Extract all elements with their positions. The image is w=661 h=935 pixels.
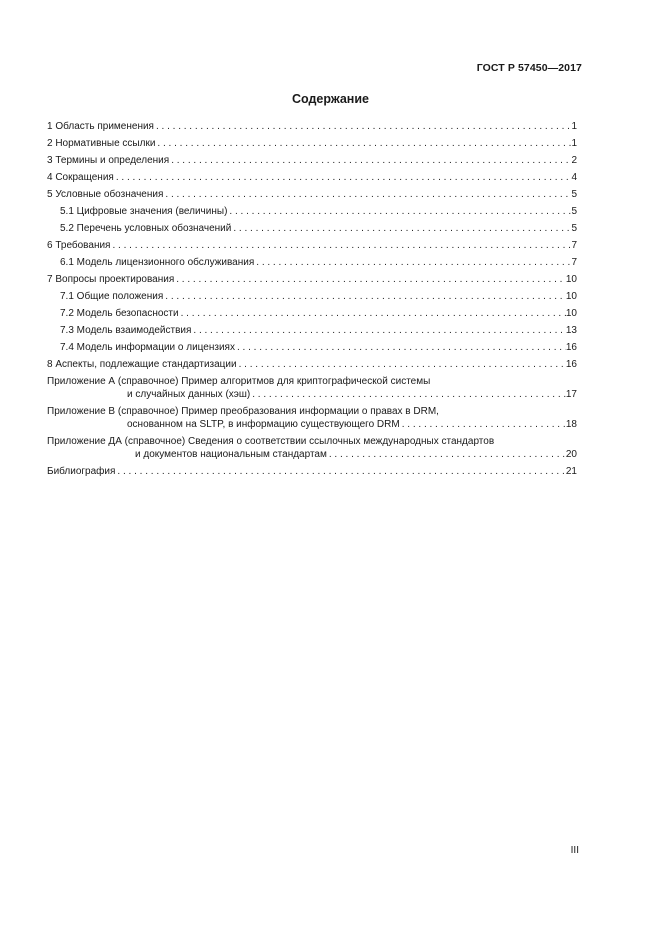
- dot-leader: [250, 388, 566, 401]
- toc-entry-text-line2: и документов национальным стандартам: [135, 449, 327, 460]
- toc-entry-text: 7.3 Модель взаимодействия: [60, 325, 192, 336]
- toc-subentry[interactable]: [47, 290, 577, 303]
- toc-entry[interactable]: [47, 273, 577, 286]
- toc-entry-page: 7: [571, 240, 577, 251]
- page-number: III: [570, 845, 579, 856]
- toc-entry-text-line1: Приложение ДА (справочное) Сведения о соответствии ссылочных международных стандартов: [47, 436, 495, 447]
- toc-entry[interactable]: [47, 120, 577, 133]
- dot-leader: [400, 418, 566, 431]
- table-of-contents: [47, 120, 577, 482]
- toc-entry-text: 2 Нормативные ссылки: [47, 138, 156, 149]
- toc-entry[interactable]: [47, 358, 577, 371]
- toc-entry-page: 16: [565, 342, 577, 353]
- dot-leader: [169, 154, 571, 167]
- dot-leader: [327, 448, 566, 461]
- dot-leader: [174, 273, 566, 286]
- dot-leader: [163, 290, 566, 303]
- toc-entry-text: 7 Вопросы проектирования: [47, 274, 175, 285]
- dot-leader: [115, 465, 565, 478]
- toc-entry-text: 7.2 Модель безопасности: [60, 308, 179, 319]
- toc-subentry[interactable]: [47, 256, 577, 269]
- toc-entry-text: 6.1 Модель лицензионного обслуживания: [60, 257, 255, 268]
- toc-entry-page: 2: [571, 155, 577, 166]
- dot-leader: [114, 171, 572, 184]
- toc-entry-page: 7: [571, 257, 577, 268]
- toc-entry[interactable]: [47, 171, 577, 184]
- toc-entry-text-line2: и случайных данных (хэш): [127, 389, 251, 400]
- toc-entry[interactable]: [47, 154, 577, 167]
- dot-leader: [254, 256, 571, 269]
- dot-leader: [163, 188, 571, 201]
- toc-subentry[interactable]: [47, 324, 577, 337]
- toc-entry-text-line1: Приложение В (справочное) Пример преобразования информации о правах в DRM,: [47, 406, 439, 417]
- toc-subentry[interactable]: [47, 341, 577, 354]
- toc-entry-text: 4 Сокращения: [47, 172, 114, 183]
- toc-entry-page: 16: [565, 359, 577, 370]
- toc-entry-page: 13: [565, 325, 577, 336]
- toc-entry[interactable]: [47, 465, 577, 478]
- dot-leader: [154, 120, 571, 133]
- toc-appendix-entry[interactable]: [47, 435, 577, 461]
- toc-entry-page: 1: [571, 121, 577, 132]
- toc-entry-text-line1: Приложение А (справочное) Пример алгоритмов для криптографической системы: [47, 376, 431, 387]
- toc-entry-page: 4: [571, 172, 577, 183]
- toc-entry-page: 17: [565, 389, 577, 400]
- toc-entry[interactable]: [47, 188, 577, 201]
- toc-entry-text: 6 Требования: [47, 240, 111, 251]
- toc-entry-page: 10: [565, 291, 577, 302]
- toc-entry-page: 21: [565, 466, 577, 477]
- dot-leader: [235, 341, 566, 354]
- toc-subentry[interactable]: [47, 205, 577, 218]
- toc-entry-text: 5 Условные обозначения: [47, 189, 164, 200]
- toc-entry-text: 3 Термины и определения: [47, 155, 170, 166]
- dot-leader: [155, 137, 571, 150]
- toc-entry-text: 1 Область применения: [47, 121, 154, 132]
- toc-entry-page: 20: [565, 449, 577, 460]
- toc-entry-page: 10: [565, 308, 577, 319]
- toc-entry-page: 5: [571, 206, 577, 217]
- dot-leader: [110, 239, 571, 252]
- toc-entry-text: 7.1 Общие положения: [60, 291, 164, 302]
- toc-entry-text: 7.4 Модель информации о лицензиях: [60, 342, 235, 353]
- toc-entry-text: 8 Аспекты, подлежащие стандартизации: [47, 359, 237, 370]
- dot-leader: [191, 324, 565, 337]
- toc-entry-text-line2: основанном на SLTP, в информацию существующего DRM: [127, 419, 400, 430]
- toc-entry-text: Библиография: [47, 466, 116, 477]
- toc-title: Содержание: [291, 92, 369, 106]
- dot-leader: [231, 222, 571, 235]
- toc-subentry[interactable]: [47, 222, 577, 235]
- dot-leader: [237, 358, 566, 371]
- toc-entry-page: 18: [565, 419, 577, 430]
- dot-leader: [179, 307, 566, 320]
- toc-subentry[interactable]: [47, 307, 577, 320]
- toc-entry-page: 5: [571, 189, 577, 200]
- toc-entry-page: 1: [571, 138, 577, 149]
- toc-entry-page: 10: [565, 274, 577, 285]
- toc-entry-text: 5.2 Перечень условных обозначений: [60, 223, 232, 234]
- toc-entry[interactable]: [47, 239, 577, 252]
- toc-appendix-entry[interactable]: [47, 375, 577, 401]
- toc-entry[interactable]: [47, 137, 577, 150]
- document-code: ГОСТ Р 57450—2017: [476, 62, 582, 74]
- toc-appendix-entry[interactable]: [47, 405, 577, 431]
- toc-entry-page: 5: [571, 223, 577, 234]
- toc-entry-text: 5.1 Цифровые значения (величины): [60, 206, 228, 217]
- dot-leader: [227, 205, 571, 218]
